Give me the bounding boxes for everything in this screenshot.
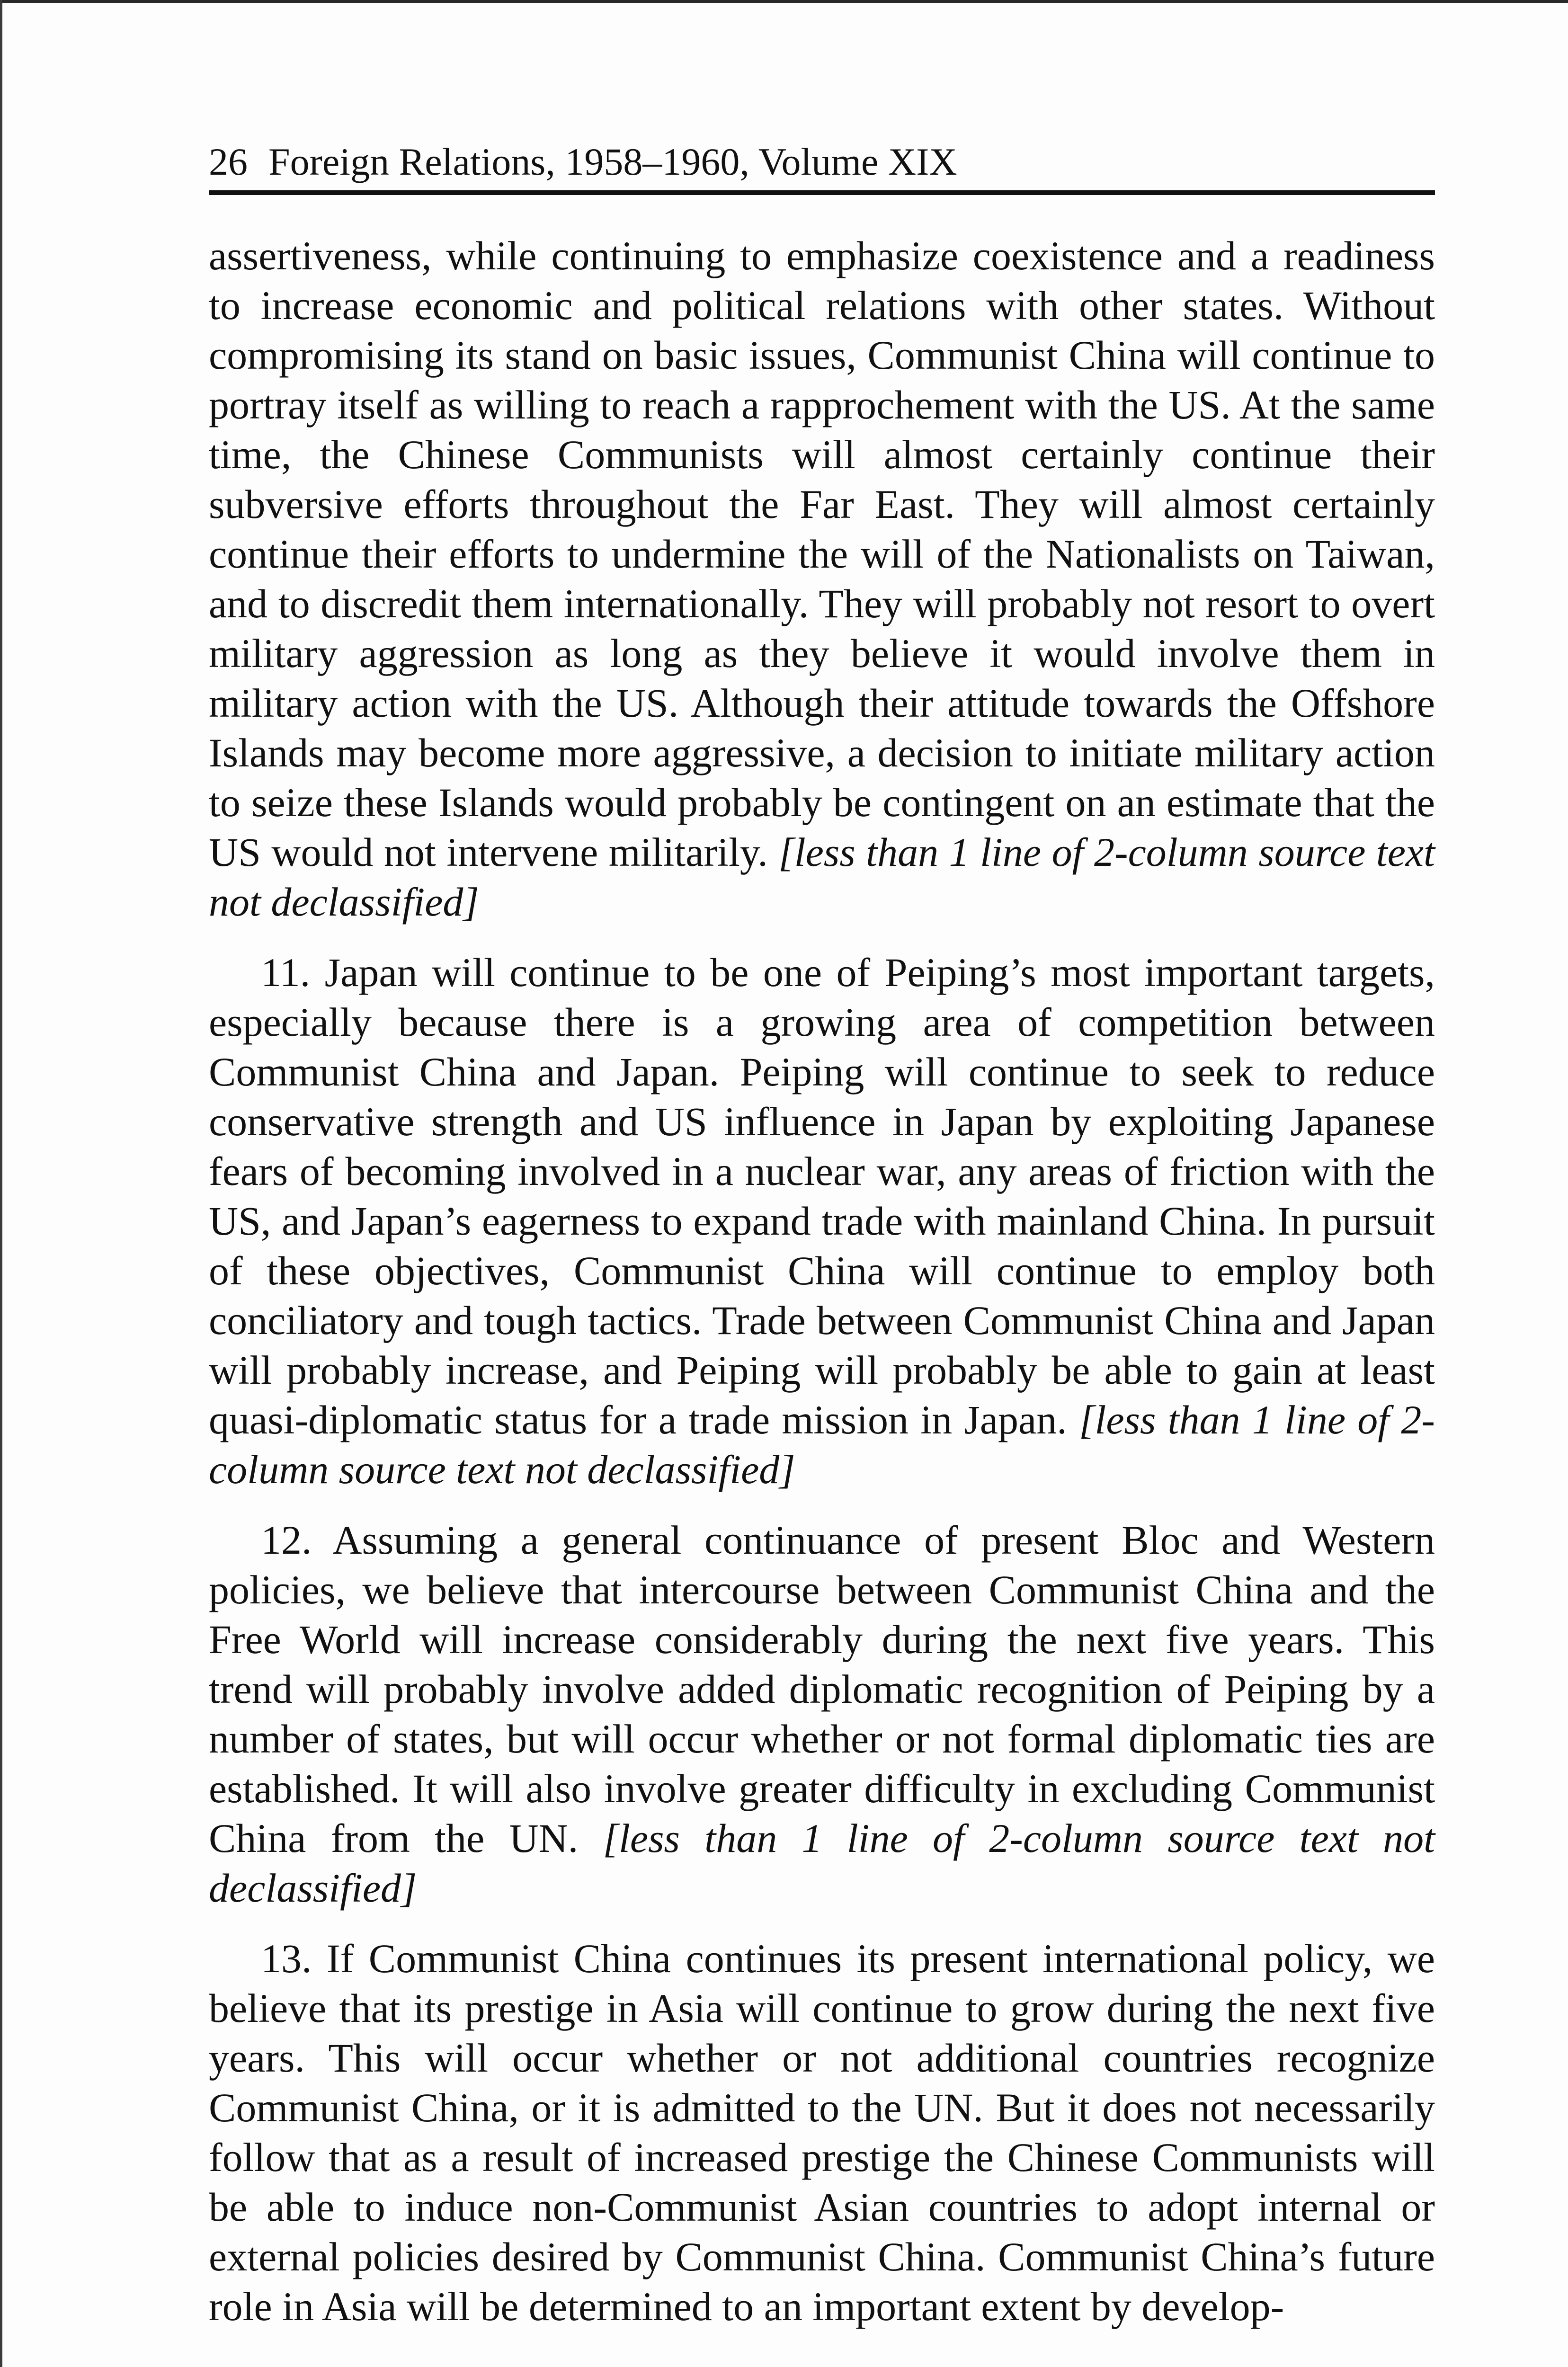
paragraph-text: assertiveness, while continuing to emphasize coexistence and a readiness to increase economic and political relations with other states. Without compromising its stand on basic issues, Communist China will continue to portray itself as willing to reach a rapprochement with the US. At the same time, the Chinese Communists will almost certainly continue their subversive efforts throughout the Far East. They will almost certainly continue their efforts to undermine the will of the Nationalists on Taiwan, and to discredit them internationally. They will probably not resort to overt military aggression as long as they believe it would involve them in military action with the US. Although their attitude towards the Offshore Islands may become more aggressive, a decision to initiate military action to seize these Islands would probably be contingent on an estimate that the US would not intervene militarily. (209, 233, 1435, 875)
running-header (209, 133, 1435, 190)
paragraph-13 (209, 1934, 1435, 2331)
paragraph-text: 11. Japan will continue to be one of Peiping’s most important targets, especially because there is a growing area of competition between Communist China and Japan. Peiping will continue to seek to reduce conservative strength and US influence in Japan by exploiting Japanese fears of becoming involved in a nuclear war, any areas of friction with the US, and Japan’s eagerness to expand trade with mainland China. In pursuit of these objectives, Communist China will continue to employ both conciliatory and tough tactics. Trade between Communist China and Japan will probably increase, and Peiping will probably be able to gain at least quasi-diplomatic status for a trade mission in Japan. (209, 950, 1435, 1442)
editorial-note: [less than 1 line of 2-column source text not declassified] (209, 829, 1435, 925)
paragraph-text: 12. Assuming a general continuance of present Bloc and Western policies, we believe that intercourse between Communist China and the Free World will increase considerably during the next five years. This trend will probably involve added diplomatic recognition of Peiping by a number of states, but will occur whether or not formal diplomatic ties are established. It will also involve greater difficulty in excluding Communist China from the UN. (209, 1517, 1435, 1861)
paragraph-continued (209, 231, 1435, 927)
scan-edge-top (0, 0, 1568, 3)
paragraph-11 (209, 948, 1435, 1495)
running-title: Foreign Relations, 1958–1960, Volume XIX (268, 140, 957, 183)
editorial-note: [less than 1 line of 2-column source text not declassified] (209, 1397, 1435, 1492)
paragraph-12 (209, 1515, 1435, 1913)
header-rule (209, 190, 1435, 195)
page-number: 26 (209, 140, 248, 183)
scan-edge-left (0, 0, 2, 2367)
editorial-note: [less than 1 line of 2-column source text not declassified] (209, 1815, 1435, 1911)
paragraph-text: 13. If Communist China continues its present international policy, we believe that its prestige in Asia will continue to grow during the next five years. This will occur whether or not additional countries recognize Communist China, or it is admitted to the UN. But it does not necessarily follow that as a result of increased prestige the Chinese Communists will be able to induce non-Communist Asian countries to adopt internal or external policies desired by Communist China. Communist China’s future role in Asia will be determined to an important extent by develop- (209, 1936, 1435, 2329)
body-text (209, 231, 1435, 2352)
